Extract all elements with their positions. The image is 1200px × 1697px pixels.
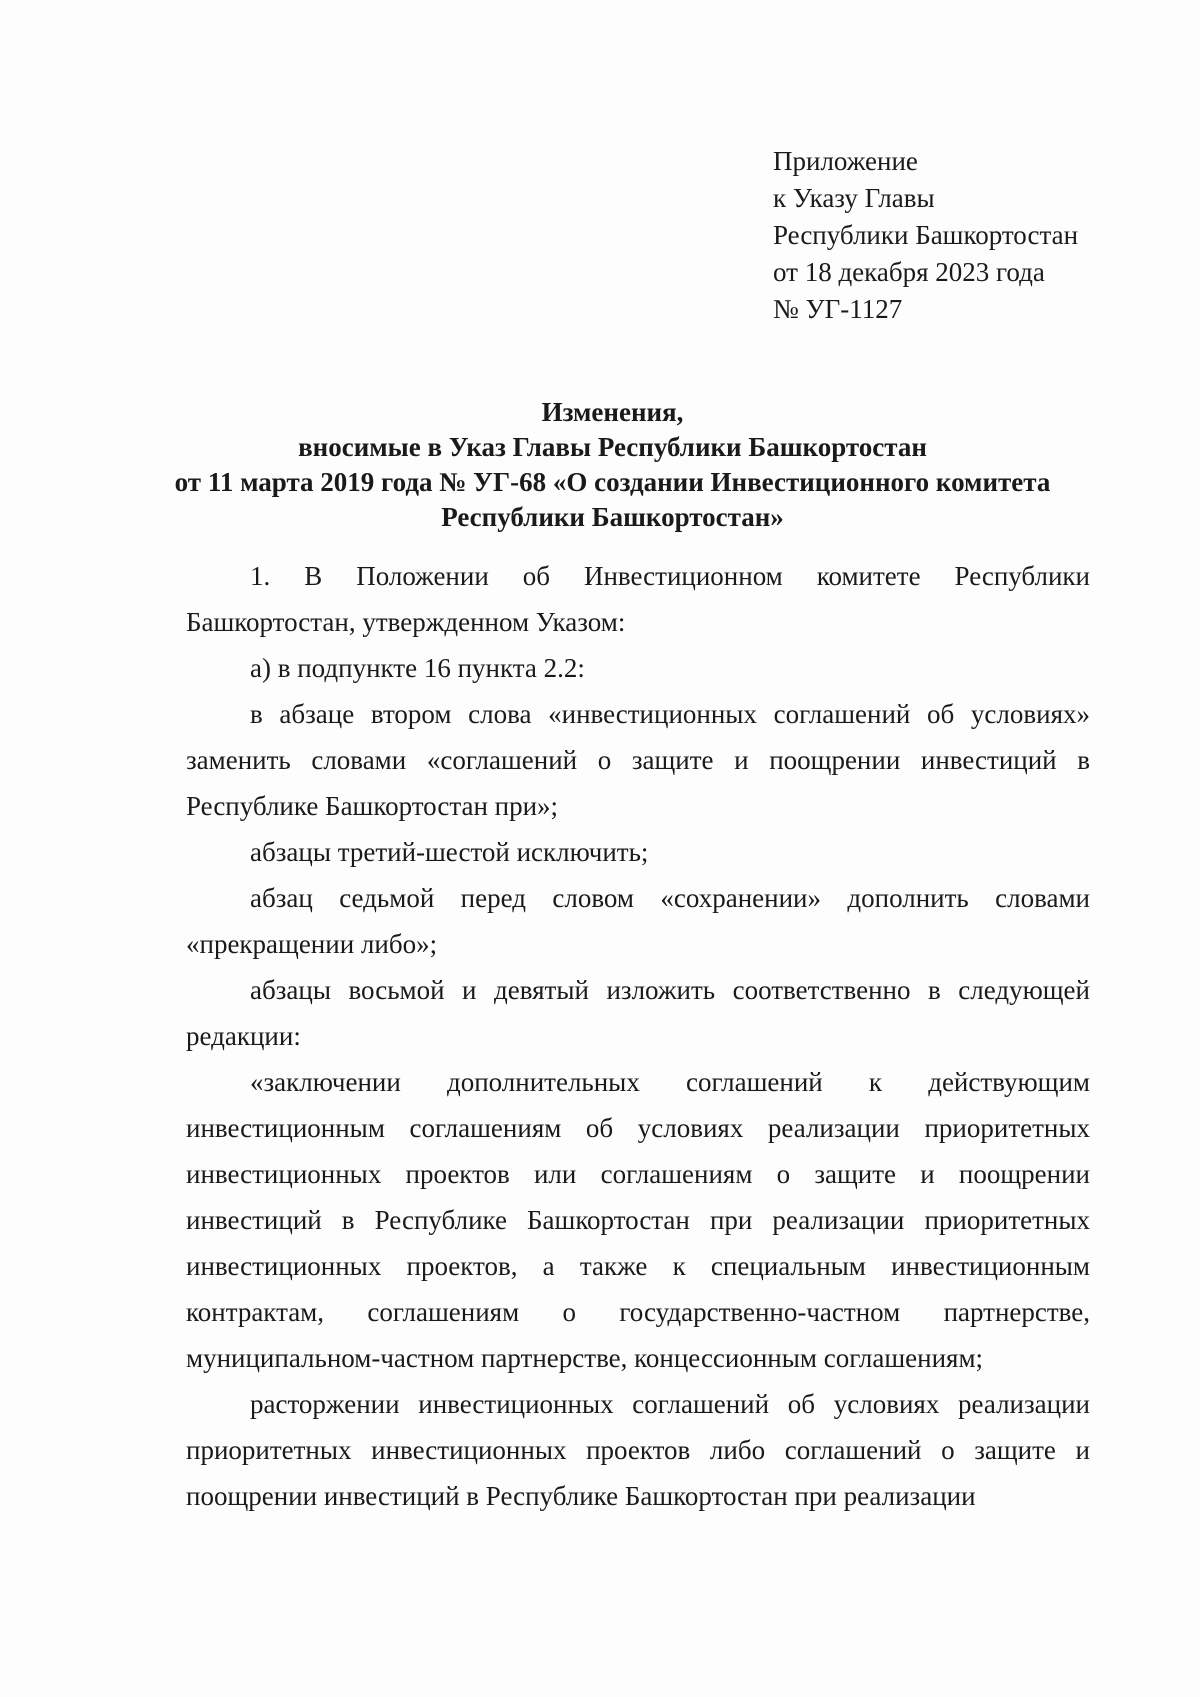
paragraph: абзацы восьмой и девятый изложить соответственно в следующей редакции: — [186, 975, 1090, 1051]
paragraph: в абзаце втором слова «инвестиционных соглашений об условиях» заменить словами «соглашений о защите и поощрении инвестиций в Республике Башкортостан при»; — [186, 699, 1090, 821]
paragraph: а) в подпункте 16 пункта 2.2: — [250, 653, 585, 683]
appendix-line: к Указу Главы — [773, 183, 935, 213]
title-line: от 11 марта 2019 года № УГ-68 «О создании Инвестиционного комитета — [174, 467, 1051, 497]
appendix-line: Республики Башкортостан — [773, 220, 1079, 250]
title-line: Изменения, — [541, 397, 684, 427]
paragraph: 1. В Положении об Инвестиционном комитете Республики Башкортостан, утвержденном Указом: — [186, 561, 1090, 637]
title-line: Республики Башкортостан» — [441, 502, 784, 532]
paragraph: расторжении инвестиционных соглашений об условиях реализации приоритетных инвестиционных проектов либо соглашений о защите и поощрении инвестиций в Республике Башкортостан при реализации — [186, 1389, 1090, 1511]
appendix-line: от 18 декабря 2023 года — [773, 257, 1045, 287]
paragraph: абзац седьмой перед словом «сохранении» дополнить словами «прекращении либо»; — [186, 883, 1090, 959]
paragraph: абзацы третий-шестой исключить; — [250, 837, 649, 867]
title-line: вносимые в Указ Главы Республики Башкортостан — [298, 432, 927, 462]
appendix-line: № УГ-1127 — [773, 294, 903, 324]
document-title — [150, 395, 1075, 535]
appendix-block — [773, 143, 1078, 328]
paragraph: «заключении дополнительных соглашений к действующим инвестиционным соглашениям об условиях реализации приоритетных инвестиционных проектов или соглашениям о защите и поощрении инвестиций в Республике Башкортостан при реализации приоритетных инвестиционных проектов, а также к специальным инвестиционным контрактам, соглашениям о государственно-частном партнерстве, муниципальном-частном партнерстве, концессионным соглашениям; — [186, 1067, 1090, 1373]
appendix-line: Приложение — [773, 146, 918, 176]
document-body — [186, 553, 1090, 1519]
